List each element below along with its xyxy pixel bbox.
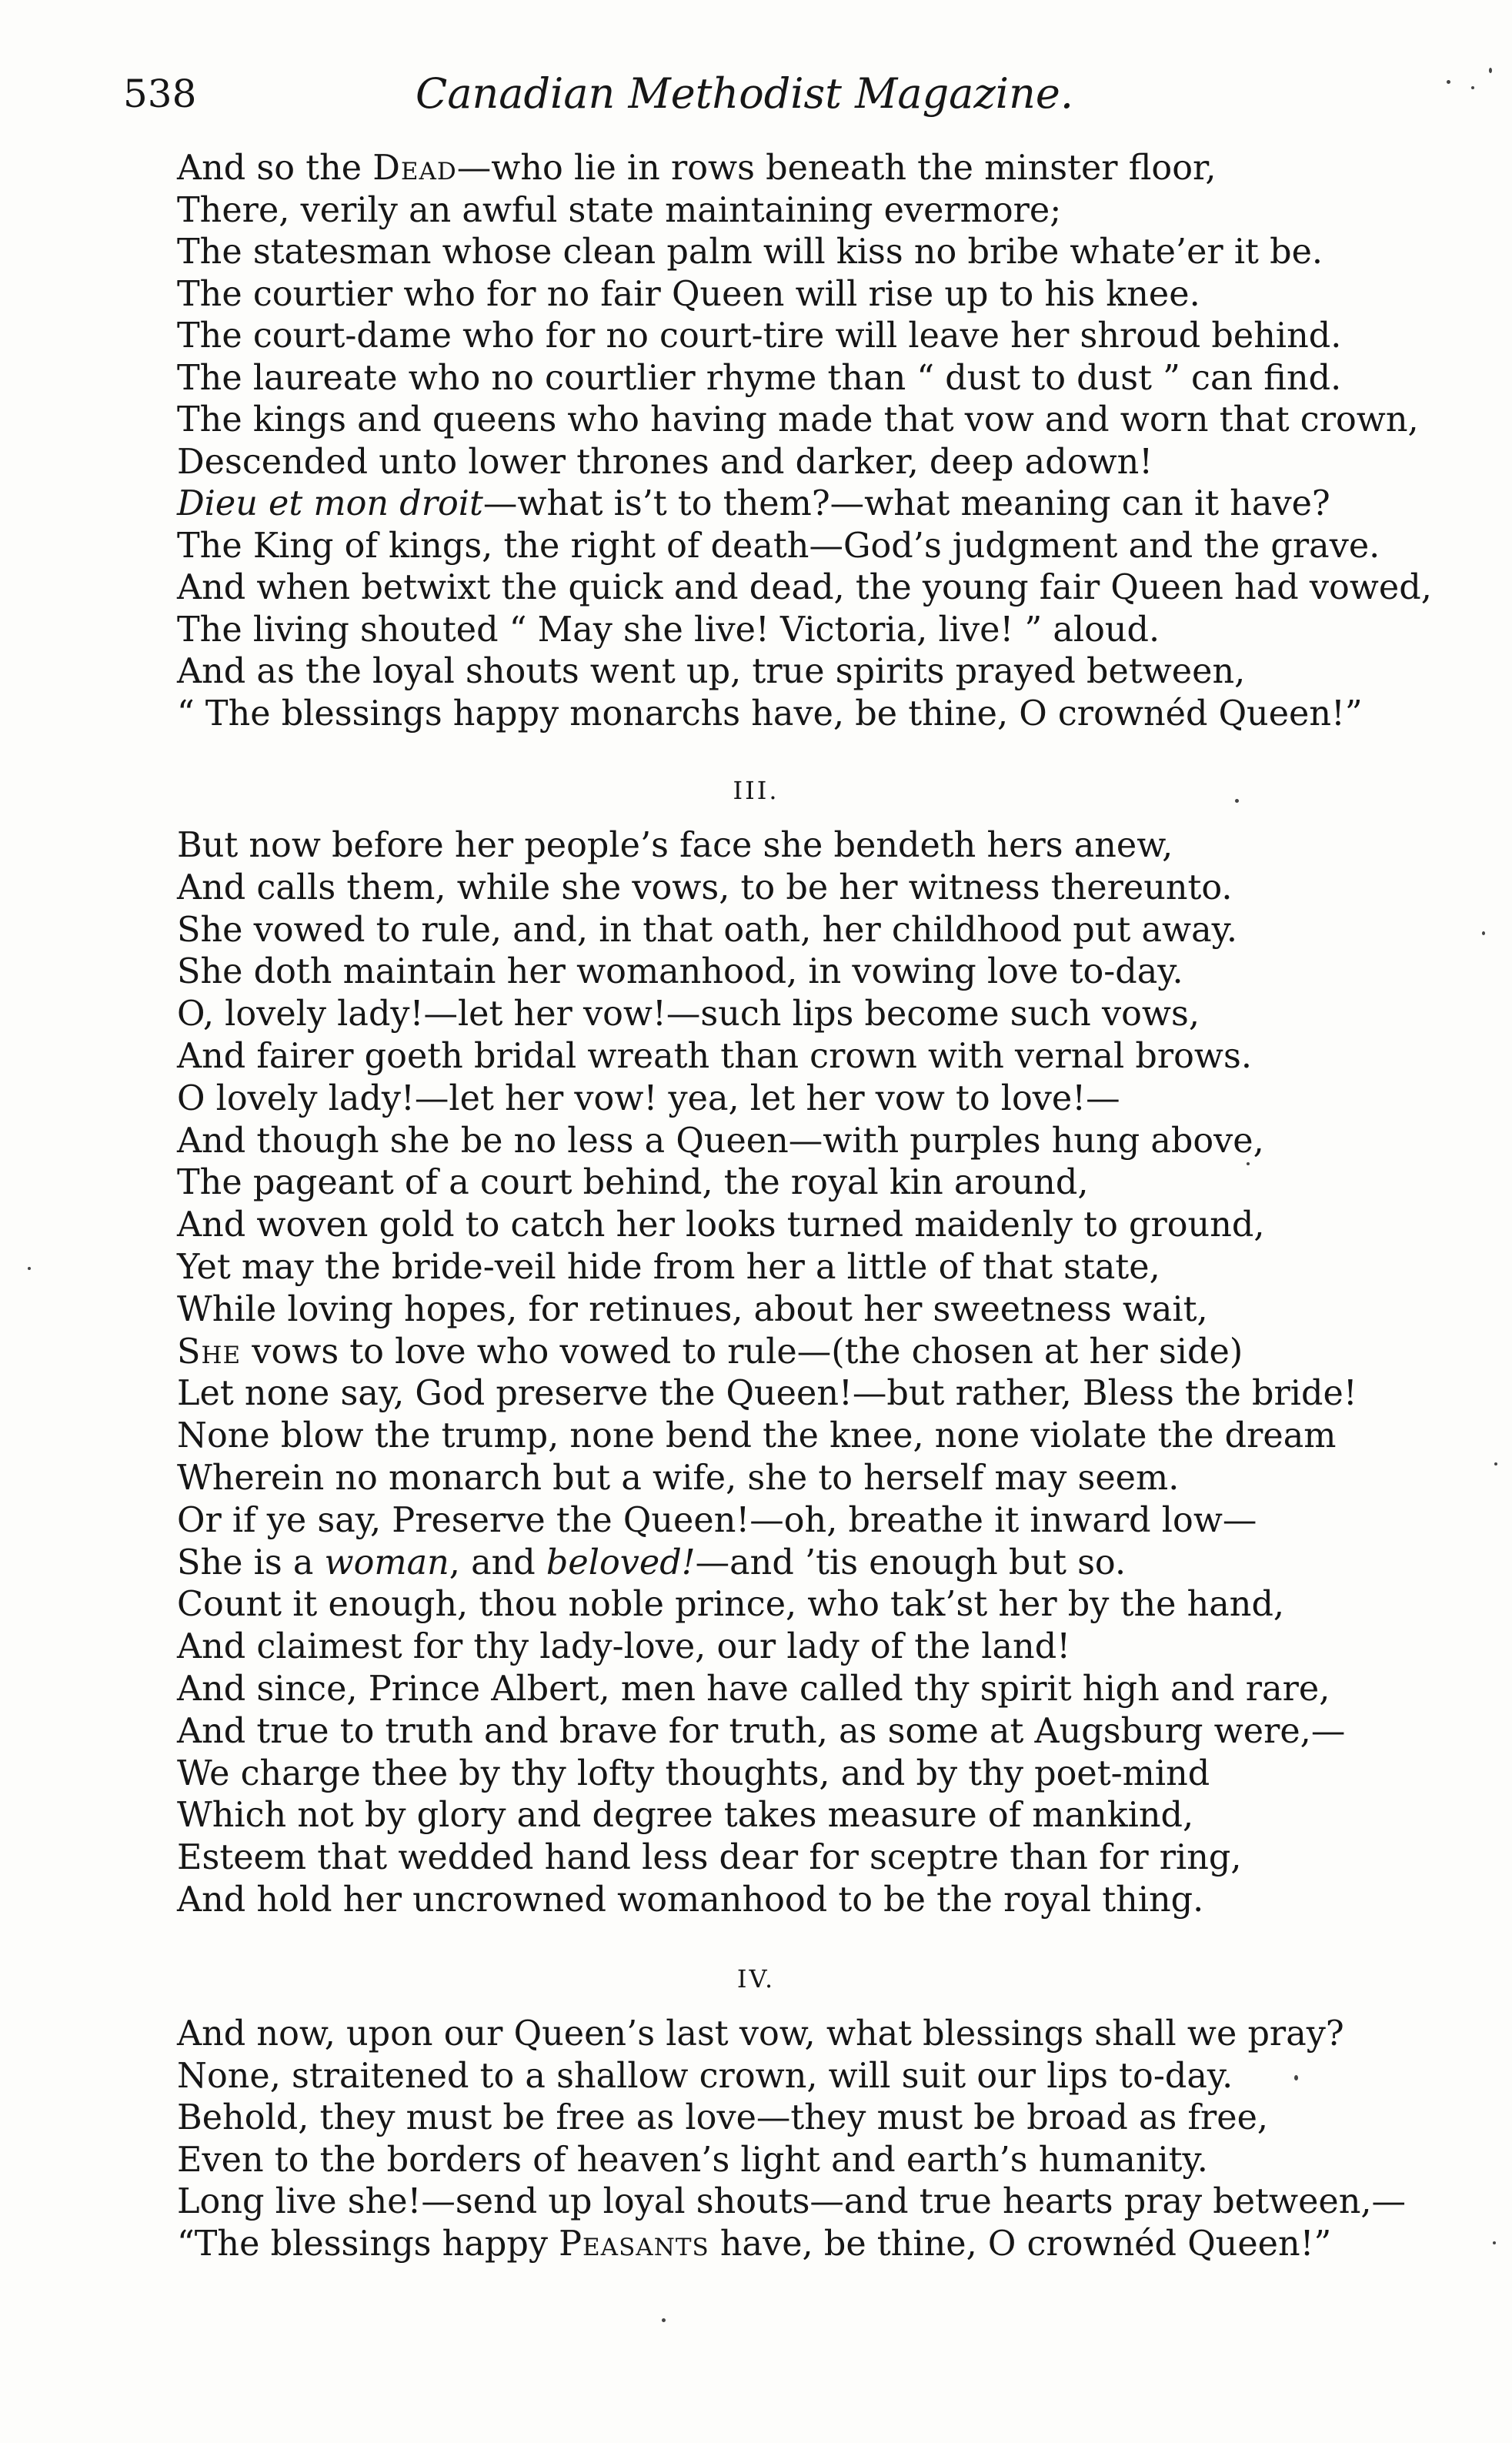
line-fragment: And woven gold to catch her looks turned maidenly to ground, — [177, 1205, 1265, 1245]
line-fragment: None blow the trump, none bend the knee, none violate the dream — [177, 1416, 1337, 1456]
line-fragment: —and ’tis enough but so. — [695, 1542, 1126, 1582]
page-header — [123, 48, 1385, 117]
poem-line — [177, 1162, 1377, 1205]
line-fragment: And fairer goeth bridal wreath than crown with vernal brows. — [177, 1036, 1252, 1076]
line-fragment: And calls them, while she vows, to be her witness thereunto. — [177, 867, 1233, 907]
line-fragment: Behold, they must be free as love—they must be broad as free, — [177, 2098, 1269, 2137]
line-fragment: And now, upon our Queen’s last vow, what blessings shall we pray? — [177, 2014, 1344, 2054]
poem-line — [177, 358, 1377, 400]
line-fragment: vows to love who vowed to rule—(the chosen at her side) — [241, 1332, 1243, 1372]
line-fragment: Or if ye say, Preserve the Queen!—oh, breathe it inward low— — [177, 1500, 1257, 1540]
poem-line — [177, 825, 1377, 867]
scan-speck — [662, 2318, 666, 2322]
poem-line — [177, 1036, 1377, 1078]
line-fragment: She doth maintain her womanhood, in vowing love to-day. — [177, 952, 1183, 992]
poem-line — [177, 693, 1377, 736]
poem-line — [177, 232, 1377, 274]
line-fragment: And as the loyal shouts went up, true spirits prayed between, — [177, 652, 1246, 691]
poem-line — [177, 1795, 1377, 1837]
scan-speck — [1471, 86, 1474, 89]
scan-speck — [28, 1267, 31, 1270]
line-fragment: And hold her uncrowned womanhood to be the royal thing. — [177, 1880, 1204, 1920]
poem-line — [177, 867, 1377, 910]
poem-line — [177, 1415, 1377, 1458]
line-fragment: —who lie in rows beneath the minster floor, — [456, 149, 1217, 188]
poem-line — [177, 1880, 1377, 1922]
running-title: Canadian Methodist Magazine. — [416, 69, 1073, 118]
poem-line — [177, 951, 1377, 994]
line-fragment: She — [177, 1332, 242, 1372]
line-fragment: She vowed to rule, and, in that oath, her childhood put away. — [177, 910, 1238, 950]
poem-line — [177, 994, 1377, 1036]
poem-line — [177, 1584, 1377, 1626]
line-fragment: There, verily an awful state maintaining evermore; — [177, 190, 1062, 230]
line-fragment: But now before her people’s face she bendeth hers anew, — [177, 826, 1173, 865]
poem-line — [177, 2014, 1377, 2056]
line-fragment: While loving hopes, for retinues, about her sweetness wait, — [177, 1289, 1208, 1329]
line-fragment: Dead — [372, 149, 457, 188]
line-fragment: The pageant of a court behind, the royal kin around, — [177, 1163, 1089, 1203]
poem-line — [177, 148, 1377, 190]
poem-line — [177, 1500, 1377, 1542]
line-fragment: And though she be no less a Queen—with purples hung above, — [177, 1121, 1264, 1161]
line-fragment: “ The blessings happy monarchs have, be thine, O crownéd Queen!” — [177, 693, 1363, 734]
section-heading-iv: IV. — [736, 1964, 776, 1994]
poem-line — [177, 2224, 1377, 2266]
scan-speck — [1493, 2241, 1496, 2244]
poem-line — [177, 483, 1377, 526]
line-fragment: And so the — [177, 149, 373, 188]
scan-speck — [1489, 68, 1492, 73]
poem-line — [177, 651, 1377, 693]
line-fragment: Count it enough, thou noble prince, who tak’st her by the hand, — [177, 1585, 1285, 1625]
poem-stanza-iii — [177, 825, 1377, 1922]
poem-line — [177, 1753, 1377, 1796]
poem-line — [177, 567, 1432, 610]
scan-speck — [1235, 799, 1239, 803]
poem-line — [177, 2056, 1377, 2098]
scan-speck — [1247, 1162, 1250, 1165]
scan-speck — [1294, 2075, 1298, 2080]
poem-line — [177, 1332, 1377, 1374]
line-fragment: Esteem that wedded hand less dear for sceptre than for ring, — [177, 1838, 1242, 1878]
line-fragment: The King of kings, the right of death—God’s judgment and the grave. — [177, 526, 1380, 566]
poem-stanza-continued — [177, 148, 1432, 735]
line-fragment: Dieu et mon droit — [177, 484, 483, 523]
poem-line — [177, 1121, 1377, 1163]
line-fragment: The statesman whose clean palm will kiss no bribe whate’er it be. — [177, 232, 1323, 272]
line-fragment: beloved! — [546, 1542, 696, 1582]
poem-line — [177, 1626, 1377, 1669]
poem-line — [177, 1458, 1377, 1500]
line-fragment: The kings and queens who having made that vow and worn that crown, — [177, 400, 1419, 439]
line-fragment: The court-dame who for no court-tire will leave her shroud behind. — [177, 316, 1342, 356]
line-fragment: The courtier who for no fair Queen will rise up to his knee. — [177, 274, 1200, 314]
poem-line — [177, 1669, 1377, 1711]
page-number: 538 — [123, 72, 197, 116]
line-fragment: And when betwixt the quick and dead, the young fair Queen had vowed, — [177, 568, 1432, 607]
poem-line — [177, 1373, 1377, 1415]
poem-line — [177, 274, 1377, 316]
section-heading-iii: III. — [733, 776, 779, 805]
poem-line — [177, 2181, 1407, 2224]
poem-line — [177, 1837, 1377, 1880]
line-fragment: O, lovely lady!—let her vow!—such lips become such vows, — [177, 994, 1200, 1034]
poem-stanza-iv — [177, 2014, 1407, 2265]
poem-line — [177, 190, 1377, 232]
line-fragment: Let none say, God preserve the Queen!—but rather, Bless the bride! — [177, 1374, 1357, 1414]
poem-line — [177, 1247, 1377, 1289]
line-fragment: Long live she!—send up loyal shouts—and true hearts pray between,— — [177, 2182, 1407, 2221]
line-fragment: None, straitened to a shallow crown, will suit our lips to-day. — [177, 2056, 1233, 2096]
poem-line — [177, 910, 1377, 952]
line-fragment: We charge thee by thy lofty thoughts, and by thy poet-mind — [177, 1753, 1210, 1793]
poem-line — [177, 1205, 1377, 1247]
line-fragment: woman — [324, 1542, 449, 1582]
poem-line — [177, 1542, 1377, 1585]
poem-line — [177, 610, 1377, 652]
poem-line — [177, 399, 1419, 442]
poem-line — [177, 2097, 1377, 2140]
scan-speck — [1494, 1462, 1497, 1465]
poem-line — [177, 1289, 1377, 1332]
poem-line — [177, 1078, 1377, 1121]
line-fragment: O lovely lady!—let her vow! yea, let her vow to love!— — [177, 1078, 1120, 1118]
poem-line — [177, 316, 1377, 358]
line-fragment: —what is’t to them?—what meaning can it have? — [482, 484, 1330, 523]
line-fragment: The living shouted “ May she live! Victoria, live! ” aloud. — [177, 610, 1160, 650]
poem-line — [177, 526, 1380, 568]
line-fragment: have, be thine, O crownéd Queen!” — [709, 2224, 1332, 2264]
line-fragment: Peasants — [559, 2224, 709, 2264]
poem-line — [177, 2140, 1377, 2182]
poem-line — [177, 442, 1377, 484]
line-fragment: And since, Prince Albert, men have called thy spirit high and rare, — [177, 1669, 1330, 1709]
line-fragment: The laureate who no courtlier rhyme than “ dust to dust ” can find. — [177, 358, 1342, 398]
line-fragment: Which not by glory and degree takes measure of mankind, — [177, 1796, 1194, 1836]
poem-line — [177, 1711, 1377, 1753]
line-fragment: Wherein no monarch but a wife, she to herself may seem. — [177, 1458, 1180, 1498]
scan-speck — [1447, 80, 1450, 84]
scan-speck — [1482, 931, 1485, 935]
line-fragment: And claimest for thy lady-love, our lady of the land! — [177, 1627, 1071, 1667]
line-fragment: , and — [449, 1542, 546, 1582]
line-fragment: “The blessings happy — [177, 2224, 559, 2264]
line-fragment: Descended unto lower thrones and darker, deep adown! — [177, 442, 1153, 482]
line-fragment: And true to truth and brave for truth, as some at Augsburg were,— — [177, 1711, 1346, 1751]
line-fragment: Yet may the bride-veil hide from her a little of that state, — [177, 1247, 1160, 1287]
line-fragment: Even to the borders of heaven’s light and earth’s humanity. — [177, 2140, 1208, 2180]
line-fragment: She is a — [177, 1542, 325, 1582]
